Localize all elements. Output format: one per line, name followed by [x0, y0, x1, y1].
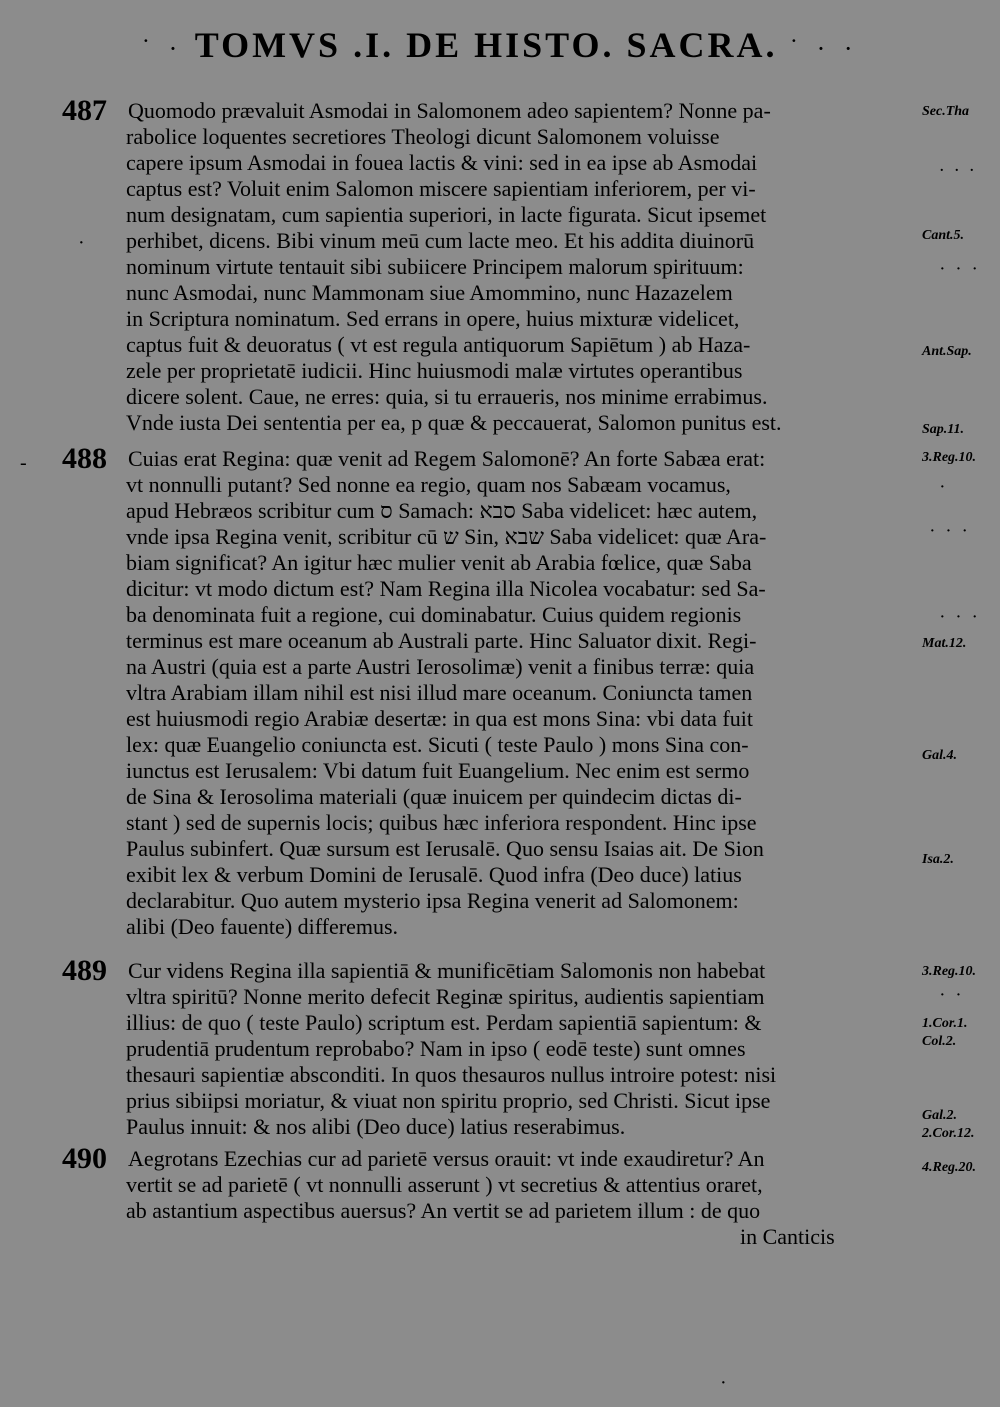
margin-note: Mat.12.	[922, 636, 967, 651]
text-line: terminus est mare oceanum ab Australi parte. Hinc Saluator dixit. Regi-	[126, 628, 757, 653]
text-line: lex: quæ Euangelio coniuncta est. Sicuti ( teste Paulo ) mons Sina con-	[126, 732, 749, 757]
question-number: 489	[62, 954, 107, 987]
margin-note: Gal.2.	[922, 1108, 957, 1123]
margin-specks: . . .	[940, 160, 978, 175]
margin-note: Isa.2.	[922, 852, 954, 867]
text-line: Aegrotans Ezechias cur ad parietē versus orauit: vt inde exaudiretur? An	[128, 1146, 765, 1171]
margin-note: 2.Cor.12.	[922, 1126, 975, 1141]
text-line: ba denominata fuit a regione, cui dominabatur. Cuius quidem regionis	[126, 602, 742, 627]
text-line: zele per proprietatē iudicii. Hinc huiusmodi malæ virtutes operantibus	[126, 358, 743, 383]
margin-specks: · · ·	[940, 262, 982, 277]
header-specks-right: ˙ · ·	[789, 34, 859, 63]
margin-specks: ·	[940, 480, 949, 495]
text-line: Quomodo prævaluit Asmodai in Salomonem adeo sapientem? Nonne pa-	[128, 98, 771, 123]
question-number: 487	[62, 94, 107, 127]
text-line: vltra spiritū? Nonne merito defecit Reginæ spiritus, audientis sapientiam	[126, 984, 765, 1009]
margin-specks: · · ·	[930, 524, 972, 539]
text-line: Paulus innuit: & nos alibi (Deo duce) latius reserabimus.	[126, 1114, 626, 1139]
page-title: TOMVS .I. DE HISTO. SACRA.	[194, 25, 778, 65]
text-line: apud Hebræos scribitur cum ס Samach: סבא Saba videlicet: hæc autem,	[126, 498, 758, 523]
text-line: vertit se ad parietē ( vt nonnulli asserunt ) vt secretius & attentius oraret,	[126, 1172, 763, 1197]
margin-note: Ant.Sap.	[922, 344, 972, 359]
text-line: Paulus subinfert. Quæ sursum est Ierusalē. Quo sensu Isaias ait. De Sion	[126, 836, 764, 861]
text-line: biam significat? An igitur hæc mulier venit ab Arabia fœlice, quæ Saba	[126, 550, 752, 575]
margin-note: Sap.11.	[922, 422, 965, 437]
header-specks-left: ˙ ·	[141, 34, 184, 63]
margin-note: 3.Reg.10.	[922, 964, 977, 979]
text-line: declarabitur. Quo autem mysterio ipsa Regina venerit ad Salomonem:	[126, 888, 739, 913]
text-line: prius sibiipsi moriatur, & viuat non spiritu proprio, sed Christi. Sicut ipse	[126, 1088, 771, 1113]
text-line: est huiusmodi regio Arabiæ desertæ: in qua est mons Sina: vbi data fuit	[126, 706, 753, 731]
text-line: Cur videns Regina illa sapientiā & munificētiam Salomonis non habebat	[128, 958, 766, 983]
text-line: Vnde iusta Dei sententia per ea, p quæ & peccauerat, Salomon punitus est.	[126, 410, 782, 435]
margin-note: 1.Cor.1.	[922, 1016, 968, 1031]
text-line: exibit lex & verbum Domini de Ierusalē. Quod infra (Deo duce) latius	[126, 862, 742, 887]
margin-note: Gal.4.	[922, 748, 957, 763]
margin-specks: · ·	[940, 988, 965, 1003]
margin-note: Sec.Tha	[922, 104, 970, 119]
text-line: captus est? Voluit enim Salomon miscere sapientiam inferiorem, per vi-	[126, 176, 756, 201]
text-line: de Sina & Ierosolima materiali (quæ inuicem per quindecim dictas di-	[126, 784, 742, 809]
text-line: rabolice loquentes secretiores Theologi dicunt Salomonem voluisse	[126, 124, 720, 149]
question-number: 490	[62, 1142, 107, 1175]
text-line: captus fuit & deuoratus ( vt est regula antiquorum Sapiētum ) ab Haza-	[126, 332, 751, 357]
text-line: perhibet, dicens. Bibi vinum meū cum lacte meo. Et his addita diuinorū	[126, 228, 755, 253]
text-line: iunctus est Ierusalem: Vbi datum fuit Euangelium. Nec enim est sermo	[126, 758, 750, 783]
text-line: dicitur: vt modo dictum est? Nam Regina illa Nicolea vocabatur: sed Sa-	[126, 576, 766, 601]
text-line: Cuias erat Regina: quæ venit ad Regem Salomonē? An forte Sabæa erat:	[128, 446, 766, 471]
margin-speck: -	[20, 452, 27, 474]
text-line: illius: de quo ( teste Paulo) scriptum est. Perdam sapientiā sapientum: &	[126, 1010, 762, 1035]
margin-specks: · · ·	[940, 610, 982, 625]
text-line: num designatam, cum sapientia superiori, in lacte figurata. Sicut ipsemet	[126, 202, 767, 227]
text-line: nunc Asmodai, nunc Mammonam siue Amommino, nunc Hazazelem	[126, 280, 733, 305]
margin-note: 3.Reg.10.	[922, 450, 977, 465]
text-line: capere ipsum Asmodai in fouea lactis & vini: sed in ea ipse ab Asmodai	[126, 150, 758, 175]
margin-note: 4.Reg.20.	[922, 1160, 977, 1175]
text-line: vltra Arabiam illam nihil est nisi illud mare oceanum. Coniuncta tamen	[126, 680, 753, 705]
margin-speck: ·	[78, 232, 85, 254]
margin-note: Col.2.	[922, 1034, 957, 1049]
text-line: vnde ipsa Regina venit, scribitur cū ש Sin, שבא Saba videlicet: quæ Ara-	[126, 524, 767, 549]
text-line: in Scriptura nominatum. Sed errans in opere, huius mixturæ videlicet,	[126, 306, 740, 331]
text-line: dicere solent. Caue, ne erres: quia, si tu erraueris, nos minime errabimus.	[126, 384, 768, 409]
catchword: in Canticis	[740, 1224, 835, 1249]
margin-speck: ·	[720, 1372, 727, 1394]
text-line: stant ) sed de supernis locis; quibus hæc inferiora respondent. Hinc ipse	[126, 810, 757, 835]
running-header	[0, 24, 1000, 66]
question-number: 488	[62, 442, 107, 475]
text-line: ab astantium aspectibus auersus? An vertit se ad parietem illum : de quo	[126, 1198, 761, 1223]
text-line: na Austri (quia est a parte Austri Ierosolimæ) venit a finibus terræ: quia	[126, 654, 755, 679]
text-line: thesauri sapientiæ absconditi. In quos thesauros nullus introire potest: nisi	[126, 1062, 777, 1087]
margin-note: Cant.5.	[922, 228, 965, 243]
text-line: nominum virtute tentauit sibi subiicere Principem malorum spirituum:	[126, 254, 744, 279]
text-line: prudentiā prudentum reprobabo? Nam in ipso ( eodē teste) sunt omnes	[126, 1036, 746, 1061]
text-line: vt nonnulli putant? Sed nonne ea regio, quam nos Sabæam vocamus,	[126, 472, 731, 497]
text-line: alibi (Deo fauente) differemus.	[126, 914, 399, 939]
